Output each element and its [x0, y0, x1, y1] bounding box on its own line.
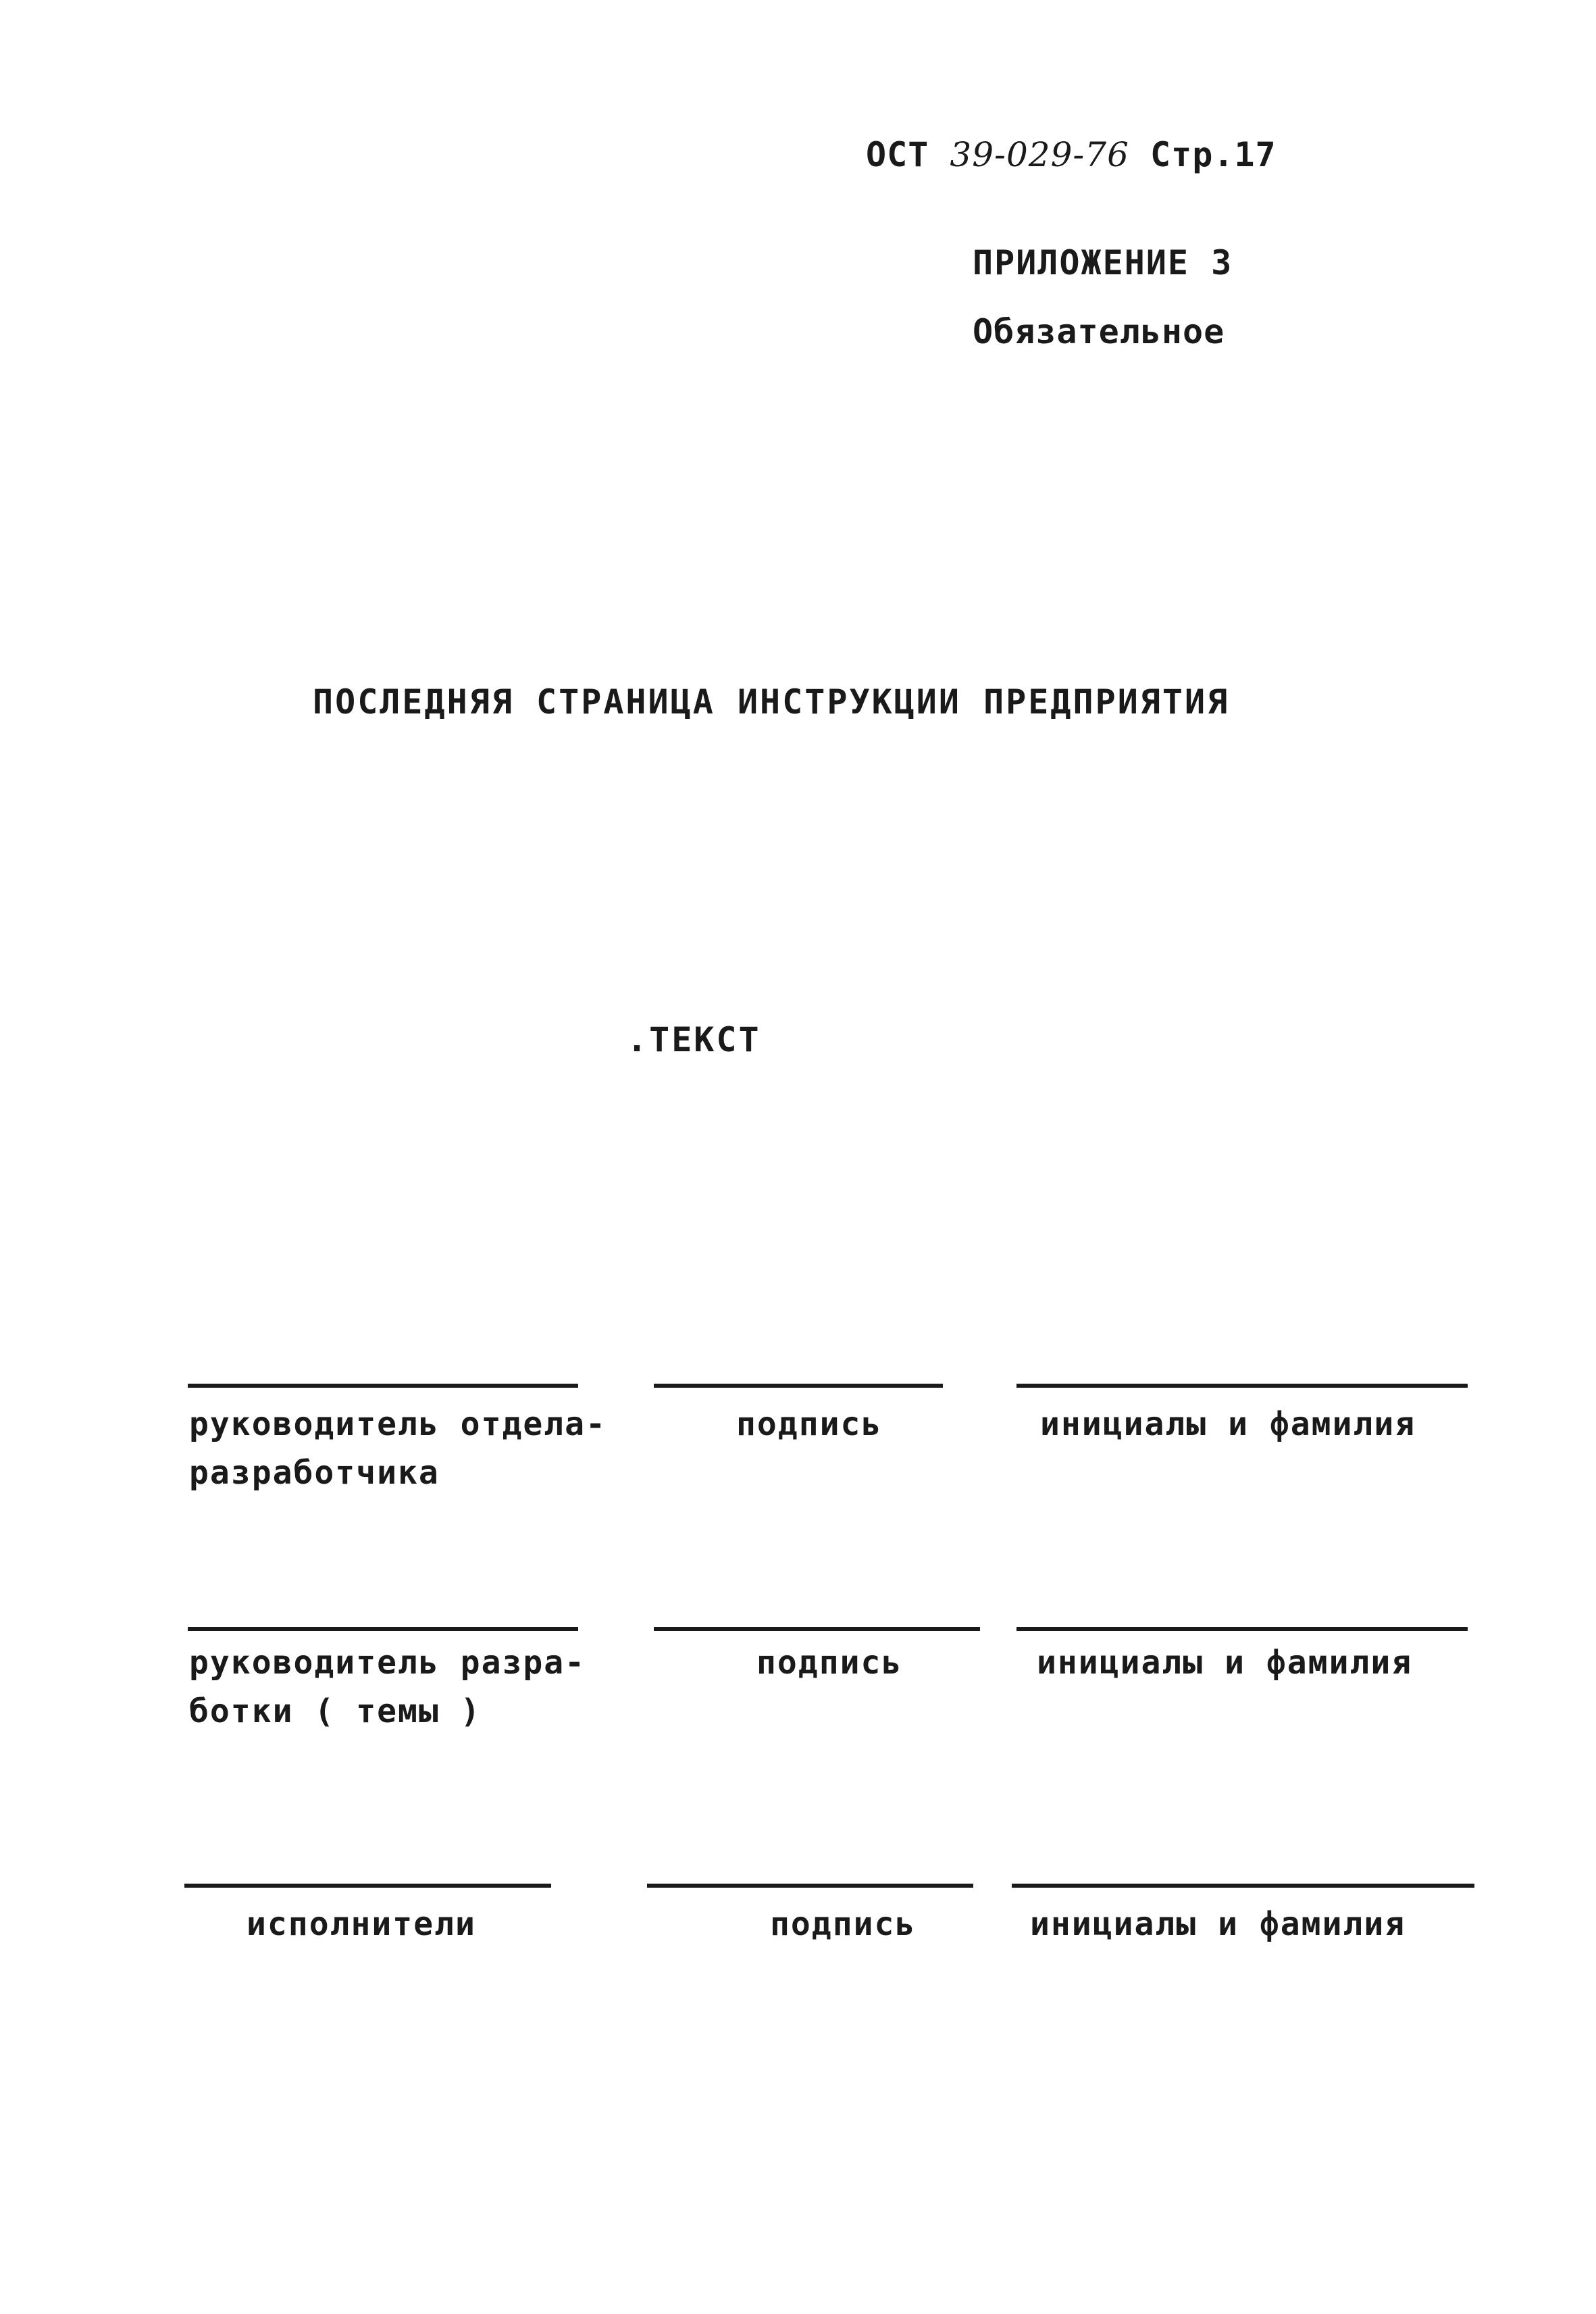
signature-line [654, 1384, 943, 1388]
name-label: инициалы и фамилия [1030, 1905, 1406, 1943]
page-label: Стр.17 [1150, 135, 1277, 174]
role-label: руководитель разра- ботки ( темы ) [189, 1644, 586, 1730]
body-text: .ТЕКСТ [627, 1020, 761, 1059]
role-line [188, 1627, 578, 1631]
signature-line [647, 1884, 973, 1888]
role-label: исполнители [247, 1905, 476, 1943]
appendix-status: Обязательное [973, 312, 1225, 351]
name-label: инициалы и фамилия [1037, 1644, 1413, 1682]
name-line [1016, 1627, 1468, 1631]
name-line [1016, 1384, 1468, 1388]
standard-number: 39-029-76 [950, 135, 1129, 174]
signature-label: подпись [770, 1905, 917, 1943]
page-title: ПОСЛЕДНЯЯ СТРАНИЦА ИНСТРУКЦИИ ПРЕДПРИЯТИЯ [313, 682, 1230, 722]
signature-label: подпись [756, 1644, 903, 1682]
appendix-label: ПРИЛОЖЕНИЕ 3 [973, 243, 1233, 282]
document-code [866, 135, 1277, 174]
name-line [1012, 1884, 1474, 1888]
role-line [188, 1384, 578, 1388]
role-line [184, 1884, 551, 1888]
role-label: руководитель отдела- разработчика [189, 1405, 607, 1492]
signature-line [654, 1627, 980, 1631]
standard-prefix: ОСТ [866, 135, 929, 174]
name-label: инициалы и фамилия [1040, 1405, 1416, 1443]
signature-label: подпись [736, 1405, 883, 1443]
